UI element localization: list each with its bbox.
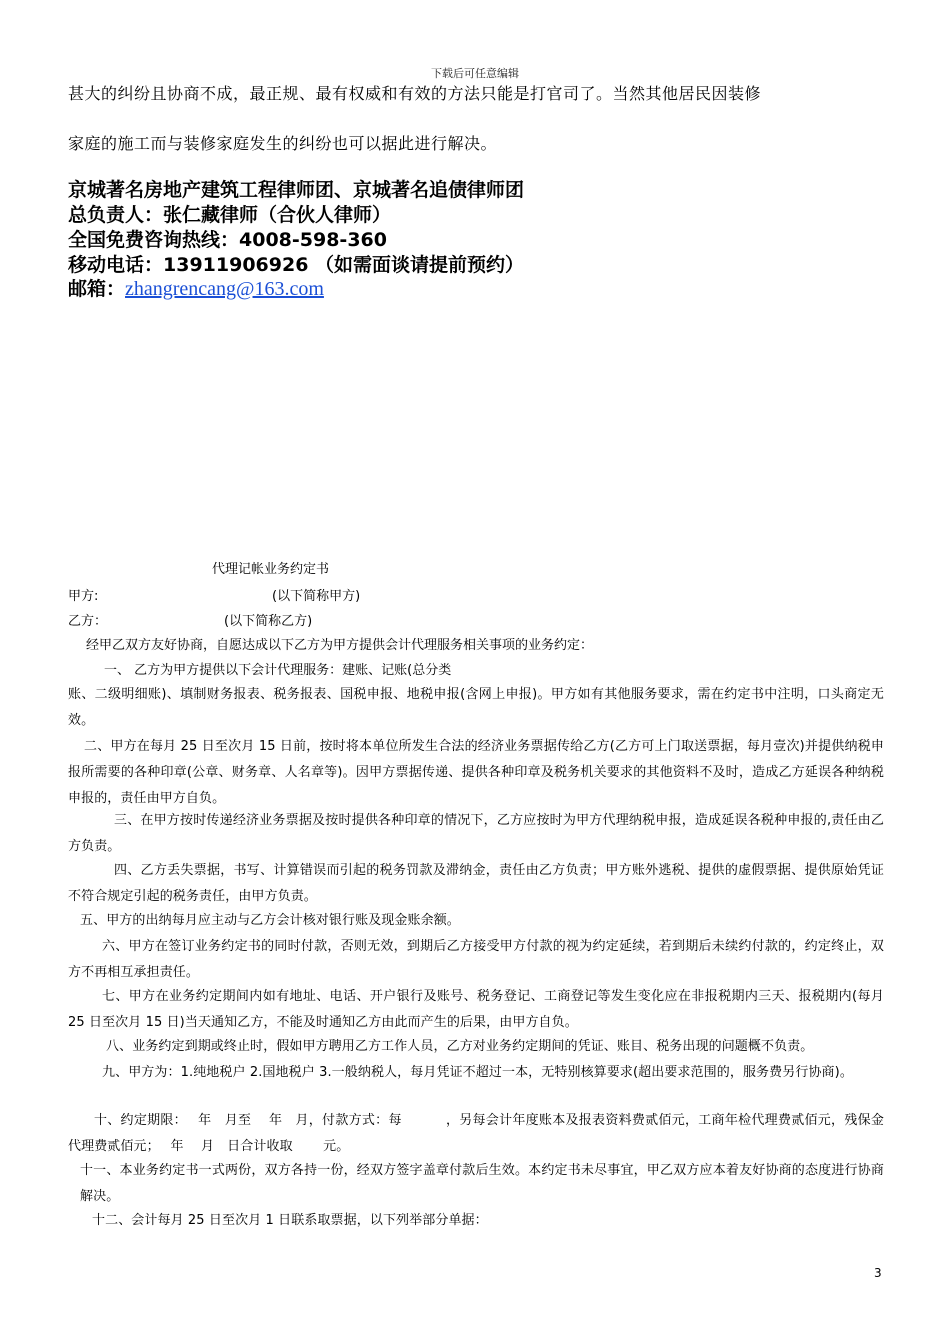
intro-line-1: 甚大的纠纷且协商不成，最正规、最有权威和有效的方法只能是打官司了。当然其他居民因装修: [68, 84, 762, 103]
clause-12: 十二、会计每月 25 日至次月 1 日联系取票据，以下列举部分单据：: [92, 1213, 488, 1228]
email-label: 邮箱：: [68, 278, 126, 300]
clause-1-start: 一、 乙方为甲方提供以下会计代理服务：建账、记账(总分类: [104, 663, 452, 678]
agreement-title: 代理记帐业务约定书: [212, 562, 330, 577]
clause-7: 七、甲方在业务约定期间内如有地址、电话、开户银行及账号、税务登记、工商登记等发生变化应在非报税期内三天、报税期内(每月 25 日至次月 15 日)当天通知乙方，不能及时通知乙方由此而产生的后果，由甲方自负。: [68, 989, 884, 1030]
clause-9: 九、甲方为：1.纯地税户 2.国地税户 3.一般纳税人，每月凭证不超过一本，无特别核算要求(超出要求范围的，服务费另行协商)。: [102, 1065, 853, 1080]
party-b-label: 乙方：: [68, 614, 108, 629]
party-a-label: 甲方:: [68, 589, 99, 604]
contact-team: 京城著名房地产建筑工程律师团、京城著名追债律师团: [68, 179, 525, 201]
header-note: 下载后可任意编辑: [431, 67, 519, 80]
party-a-note: (以下简称甲方): [272, 589, 361, 604]
contact-mobile: 移动电话：13911906926 （如需面谈请提前预约）: [68, 254, 525, 276]
clause-1-rest: 账、二级明细账)、填制财务报表、税务报表、国税申报、地税申报(含网上申报)。甲方如有其他服务要求，需在约定书中注明，口头商定无效。: [68, 687, 884, 728]
contact-email-row: [68, 277, 324, 301]
clause-11: 十一、本业务约定书一式两份，双方各持一份，经双方签字盖章付款后生效。本约定书未尽事宜，甲乙双方应本着友好协商的态度进行协商解决。: [80, 1163, 884, 1204]
clause-10: 十、约定期限： 年 月至 年 月，付款方式：每 ，另每会计年度账本及报表资料费贰佰元，工商年检代理费贰佰元，残保金代理费贰佰元； 年 月 日合计收取 元。: [68, 1113, 884, 1154]
page-number: 3: [874, 1266, 882, 1280]
clause-8: 八、业务约定到期或终止时，假如甲方聘用乙方工作人员，乙方对业务约定期间的凭证、账目、税务出现的问题概不负责。: [106, 1039, 814, 1054]
email-link[interactable]: zhangrencang@163.com: [125, 278, 324, 300]
clause-4: 四、乙方丢失票据，书写、计算错误而引起的税务罚款及滞纳金，责任由乙方负责；甲方账外逃税、提供的虚假票据、提供原始凭证不符合规定引起的税务责任，由甲方负责。: [68, 863, 884, 904]
intro-line-2: 家庭的施工而与装修家庭发生的纠纷也可以据此进行解决。: [68, 134, 498, 153]
preamble: 经甲乙双方友好协商，自愿达成以下乙方为甲方提供会计代理服务相关事项的业务约定：: [86, 638, 594, 653]
contact-hotline: 全国免费咨询热线：4008-598-360: [68, 229, 387, 251]
clause-3: 三、在甲方按时传递经济业务票据及按时提供各种印章的情况下，乙方应按时为甲方代理纳税申报，造成延误各税种申报的,责任由乙方负责。: [68, 813, 884, 854]
clause-2: 二、甲方在每月 25 日至次月 15 日前，按时将本单位所发生合法的经济业务票据传给乙方(乙方可上门取送票据，每月壹次)并提供纳税申报所需要的各种印章(公章、财务章、人名章等)。因甲方票据传递、提供各种印章及税务机关要求的其他资料不及时，造成乙方延误各种纳税申报的，责任由甲方自负。: [68, 739, 884, 806]
party-b-note: (以下简称乙方): [224, 614, 313, 629]
clause-5: 五、甲方的出纳每月应主动与乙方会计核对银行账及现金账余额。: [80, 913, 460, 928]
contact-lawyer: 总负责人：张仁藏律师（合伙人律师）: [68, 204, 392, 226]
clause-6: 六、甲方在签订业务约定书的同时付款，否则无效，到期后乙方接受甲方付款的视为约定延续，若到期后未续约付款的，约定终止，双方不再相互承担责任。: [68, 939, 884, 980]
